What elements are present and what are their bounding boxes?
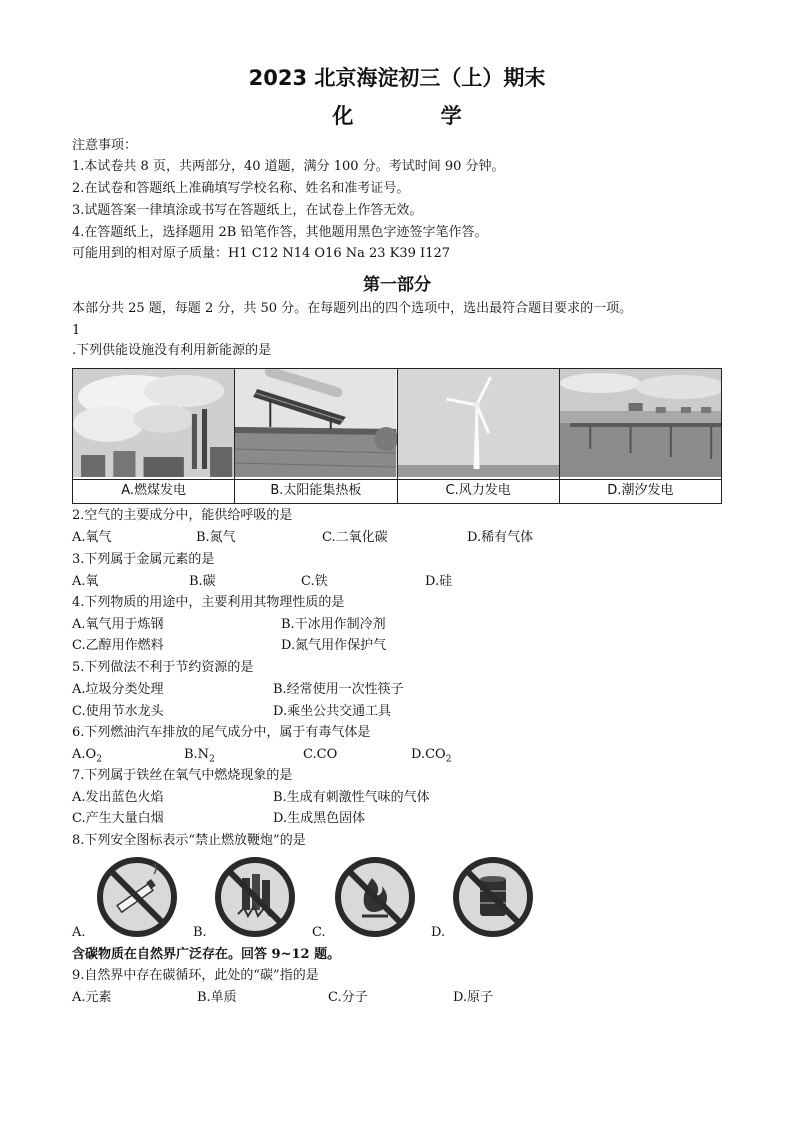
q6-option-b: $B.N_2$: [184, 747, 215, 765]
q3-option-b: B.碳: [189, 574, 216, 589]
atomic-masses: 可能用到的相对原子质量：H1 C12 N14 O16 Na 23 K39 I127: [72, 246, 451, 261]
note-item: 4.在答题纸上，选择题用 2B 铅笔作答，其他题用黑色字迹签字笔作答。: [72, 225, 488, 240]
q2-option-b: B.氮气: [196, 530, 236, 545]
part1-heading: 第一部分: [363, 275, 431, 295]
q1-option-c: C.风力发电: [397, 480, 559, 504]
q4-option-c: C.乙醇用作燃料: [72, 638, 164, 653]
q8-stem: 8.下列安全图标表示“禁止燃放鞭炮”的是: [72, 833, 306, 848]
passage-intro: 含碳物质在自然界广泛存在。回答 9~12 题。: [72, 947, 341, 962]
no-oil-drum-sign-icon: [452, 856, 534, 938]
part1-instructions: 本部分共 25 题，每题 2 分，共 50 分。在每题列出的四个选项中，选出最符合题目要求的一项。: [72, 301, 633, 316]
q8-option-d: D.: [431, 925, 446, 940]
q9-option-c: C.分子: [328, 990, 368, 1005]
note-item: 1.本试卷共 8 页，共两部分，40 道题，满分 100 分。考试时间 90 分钟。: [72, 159, 505, 174]
q7-stem: 7.下列属于铁丝在氧气中燃烧现象的是: [72, 768, 293, 783]
q6-option-a: $A.O_2$: [72, 747, 102, 765]
q5-stem: 5.下列做法不利于节约资源的是: [72, 660, 254, 675]
q7-option-b: B.生成有刺激性气味的气体: [273, 790, 430, 805]
q1-photo-d: [559, 369, 721, 480]
q2-option-d: D.稀有气体: [467, 530, 534, 545]
q4-stem: 4.下列物质的用途中，主要利用其物理性质的是: [72, 595, 345, 610]
q7-option-d: D.生成黑色固体: [273, 811, 366, 826]
note-item: 2.在试卷和答题纸上准确填写学校名称、姓名和准考证号。: [72, 181, 410, 196]
exam-subject: 化 学: [332, 104, 502, 128]
q9-stem: 9.自然界中存在碳循环，此处的“碳”指的是: [72, 968, 319, 983]
q1-number: 1: [72, 323, 81, 338]
q1-option-a: A.燃煤发电: [73, 480, 235, 504]
q5-option-d: D.乘坐公共交通工具: [273, 704, 392, 719]
q5-option-b: B.经常使用一次性筷子: [273, 682, 404, 697]
q9-option-b: B.单质: [197, 990, 237, 1005]
q7-option-a: A.发出蓝色火焰: [72, 790, 164, 805]
no-open-flame-sign-icon: [334, 856, 416, 938]
note-item: 3.试题答案一律填涂或书写在答题纸上，在试卷上作答无效。: [72, 203, 423, 218]
q2-stem: 2.空气的主要成分中，能供给呼吸的是: [72, 508, 293, 523]
exam-title: 2023 北京海淀初三（上）期末: [248, 66, 546, 90]
q1-stem: .下列供能设施没有利用新能源的是: [72, 343, 272, 358]
q1-photo-c: [397, 369, 559, 480]
q2-option-a: A.氧气: [72, 530, 112, 545]
q1-photo-b: [235, 369, 397, 480]
q7-option-c: C.产生大量白烟: [72, 811, 164, 826]
q6-option-d: $D.CO_2$: [411, 747, 452, 765]
q1-option-d: D.潮汐发电: [559, 480, 721, 504]
q1-photo-a: [73, 369, 235, 480]
no-smoking-sign-icon: [96, 856, 178, 938]
q3-option-c: C.铁: [301, 574, 328, 589]
q4-option-b: B.干冰用作制冷剂: [281, 617, 386, 632]
q4-option-d: D.氮气用作保护气: [281, 638, 387, 653]
q4-option-a: A.氧气用于炼钢: [72, 617, 164, 632]
smokestack-photo-icon: [73, 369, 234, 477]
solar-heater-photo-icon: [235, 369, 396, 477]
q3-option-a: A.氧: [72, 574, 99, 589]
q3-option-d: D.硅: [425, 574, 453, 589]
q8-option-b: B.: [193, 925, 207, 940]
q8-option-c: C.: [312, 925, 326, 940]
no-fireworks-sign-icon: [214, 856, 296, 938]
tidal-plant-photo-icon: [560, 369, 721, 477]
q6-stem: 6.下列燃油汽车排放的尾气成分中，属于有毒气体是: [72, 725, 371, 740]
wind-turbine-photo-icon: [398, 369, 559, 477]
q9-option-d: D.原子: [453, 990, 494, 1005]
q9-option-a: A.元素: [72, 990, 112, 1005]
q5-option-c: C.使用节水龙头: [72, 704, 164, 719]
q8-option-a: A.: [72, 925, 86, 940]
notes-heading: 注意事项：: [72, 138, 138, 153]
q3-stem: 3.下列属于金属元素的是: [72, 552, 215, 567]
q5-option-a: A.垃圾分类处理: [72, 682, 164, 697]
q6-option-c: C.CO: [303, 747, 338, 762]
q1-option-b: B.太阳能集热板: [235, 480, 397, 504]
q2-option-c: C.二氧化碳: [322, 530, 388, 545]
q1-image-table: [72, 368, 722, 504]
